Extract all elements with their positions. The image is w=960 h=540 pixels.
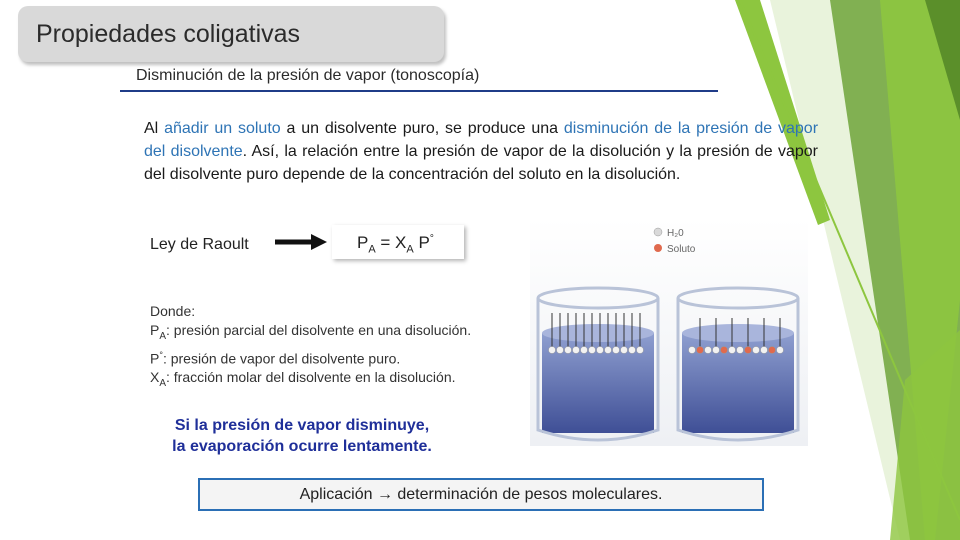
conclusion-line-2: la evaporación ocurre lentamente. (172, 438, 432, 455)
conclusion-text (150, 415, 454, 457)
legend-solute-label: Soluto (667, 244, 696, 255)
definition-item: $X_A$: fracción molar del disolvente en la disolución. (150, 369, 456, 390)
legend-water-dot (654, 228, 662, 236)
definitions-list (150, 302, 471, 393)
raoult-law-label: Ley de Raoult (150, 236, 249, 253)
definitions-heading: Donde: (150, 303, 196, 319)
application-box: Aplicación → determinación de pesos moleculares. (198, 478, 764, 511)
page-title: Propiedades coligativas (36, 20, 301, 48)
intro-text-3: . Así, la relación entre la presión de vapor de la disolución y la presión de vapor del disolvente puro depende de la concentración del soluto en la disolución. (144, 143, 819, 183)
definition-item: $P_A$: presión parcial del disolvente en una disolución. (150, 322, 472, 342)
intro-text-2: a un disolvente puro, se produce una (280, 120, 564, 137)
intro-text-1: Al (144, 120, 165, 137)
intro-paragraph (144, 117, 818, 186)
raoult-formula: $P_A = X_A$ P° (357, 233, 434, 256)
legend-solute-dot (654, 244, 662, 252)
vapor-pressure-illustration (530, 218, 808, 446)
subtitle-underline (120, 90, 718, 92)
conclusion-line-1: Si la presión de vapor disminuye, (174, 417, 430, 434)
legend-water-label: H₂0 (667, 228, 684, 239)
intro-highlight-1: añadir un soluto (164, 120, 281, 137)
right-arrow-icon (275, 232, 327, 252)
intro-highlight-2: disminución de la presión de vapor del disolvente (144, 120, 819, 160)
section-subtitle: Disminución de la presión de vapor (tonoscopía) (136, 67, 480, 84)
definition-item: P°: presión de vapor del disolvente puro. (150, 349, 401, 367)
